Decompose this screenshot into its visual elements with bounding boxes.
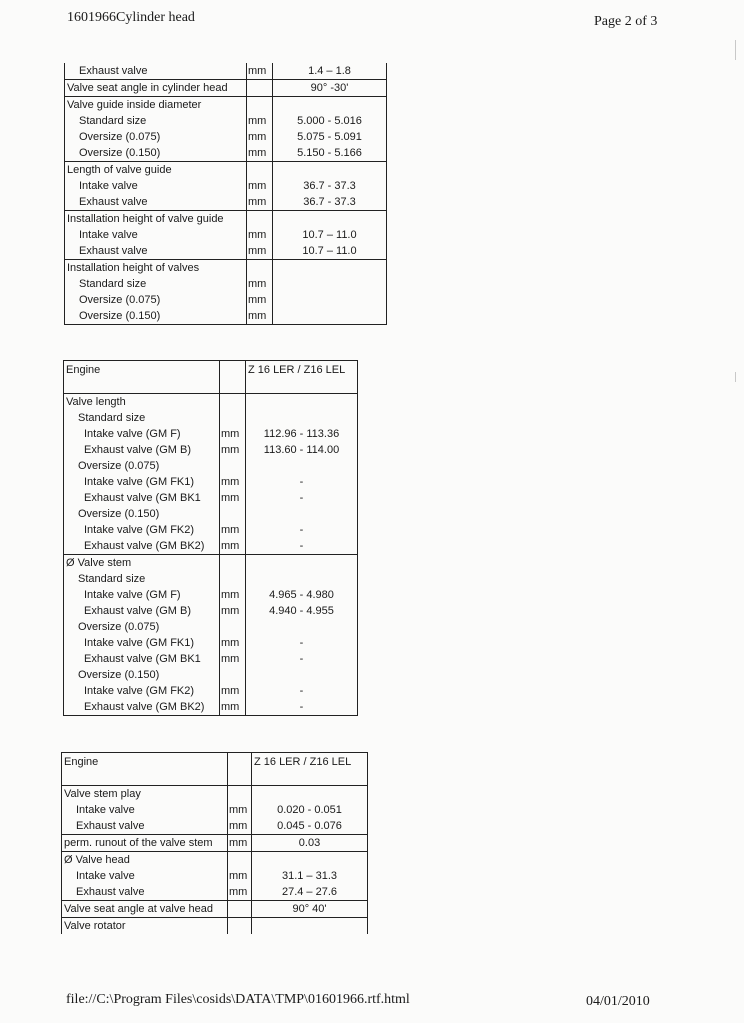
table-row [64, 699, 358, 716]
row-unit: mm [220, 699, 246, 716]
row-unit [228, 786, 252, 803]
row-value: 90° -30' [273, 80, 387, 97]
row-label: Valve length [64, 394, 220, 411]
table-row [64, 538, 358, 555]
row-value: 90° 40' [252, 901, 368, 918]
row-label: Standard size [64, 571, 220, 587]
row-label: Valve rotator [62, 918, 228, 935]
row-label: Exhaust valve (GM BK2) [64, 699, 220, 716]
row-value: 112.96 - 113.36 [246, 426, 358, 442]
row-unit: mm [247, 194, 273, 211]
table-row [62, 818, 368, 835]
engine-row [62, 753, 368, 786]
row-unit: mm [220, 635, 246, 651]
row-value: 4.940 - 4.955 [246, 603, 358, 619]
engine-value: Z 16 LER / Z16 LEL [252, 753, 368, 786]
row-unit: mm [247, 129, 273, 145]
table-row [65, 178, 387, 194]
row-value: - [246, 635, 358, 651]
row-unit: mm [220, 442, 246, 458]
table-row [64, 458, 358, 474]
table-row [65, 243, 387, 260]
row-label: Installation height of valve guide [65, 211, 247, 228]
table-row [65, 145, 387, 162]
scan-edge-mark [735, 40, 736, 60]
table-row [64, 635, 358, 651]
row-unit [220, 667, 246, 683]
row-unit [220, 619, 246, 635]
row-label: Exhaust valve [62, 884, 228, 901]
row-unit: mm [247, 113, 273, 129]
row-value [246, 458, 358, 474]
table-row [64, 667, 358, 683]
table-row [62, 852, 368, 869]
table-row [64, 571, 358, 587]
spec-table-body [64, 361, 358, 716]
row-label: Exhaust valve (GM B) [64, 442, 220, 458]
row-unit [247, 97, 273, 114]
row-label: Ø Valve stem [64, 555, 220, 572]
spec-table-body [65, 63, 387, 325]
row-value: 10.7 – 11.0 [273, 243, 387, 260]
row-value [246, 667, 358, 683]
row-value [246, 571, 358, 587]
row-label: Oversize (0.150) [64, 506, 220, 522]
row-value: 0.03 [252, 835, 368, 852]
table-row [64, 683, 358, 699]
row-unit [220, 458, 246, 474]
table-row [62, 884, 368, 901]
table-row [62, 918, 368, 935]
row-unit: mm [220, 490, 246, 506]
row-label: Intake valve (GM FK1) [64, 635, 220, 651]
spec-table-body [62, 753, 368, 935]
row-value [246, 555, 358, 572]
row-label: Intake valve (GM FK2) [64, 522, 220, 538]
row-value: 31.1 – 31.3 [252, 868, 368, 884]
engine-unit-cell [220, 361, 246, 394]
row-label: Standard size [65, 113, 247, 129]
table-row [65, 211, 387, 228]
row-label: Intake valve (GM F) [64, 587, 220, 603]
row-value: - [246, 490, 358, 506]
row-value [246, 619, 358, 635]
row-unit: mm [220, 651, 246, 667]
spec-table-valve-guides [64, 63, 387, 325]
row-unit: mm [220, 474, 246, 490]
row-value: - [246, 538, 358, 555]
row-unit: mm [228, 868, 252, 884]
row-unit: mm [220, 587, 246, 603]
row-label: perm. runout of the valve stem [62, 835, 228, 852]
row-label: Exhaust valve [62, 818, 228, 835]
engine-value: Z 16 LER / Z16 LEL [246, 361, 358, 394]
row-value: - [246, 699, 358, 716]
row-label: Exhaust valve (GM B) [64, 603, 220, 619]
table-row [65, 194, 387, 211]
row-label: Intake valve [62, 868, 228, 884]
row-unit [220, 410, 246, 426]
row-value: 5.000 - 5.016 [273, 113, 387, 129]
table-row [64, 619, 358, 635]
row-unit: mm [247, 227, 273, 243]
table-row [64, 587, 358, 603]
row-value: 0.020 - 0.051 [252, 802, 368, 818]
row-label: Standard size [65, 276, 247, 292]
row-label: Exhaust valve (GM BK2) [64, 538, 220, 555]
engine-unit-cell [228, 753, 252, 786]
row-unit: mm [228, 818, 252, 835]
row-unit: mm [247, 178, 273, 194]
row-label: Intake valve (GM F) [64, 426, 220, 442]
row-label: Exhaust valve (GM BK1 [64, 651, 220, 667]
row-label: Intake valve [65, 178, 247, 194]
row-label: Exhaust valve [65, 63, 247, 80]
row-label: Standard size [64, 410, 220, 426]
row-value [252, 786, 368, 803]
row-value: 5.075 - 5.091 [273, 129, 387, 145]
table-row [64, 474, 358, 490]
row-value [273, 211, 387, 228]
row-label: Intake valve [62, 802, 228, 818]
row-value: 1.4 – 1.8 [273, 63, 387, 80]
row-unit [228, 901, 252, 918]
row-value [273, 97, 387, 114]
row-label: Exhaust valve (GM BK1 [64, 490, 220, 506]
row-unit [220, 571, 246, 587]
table-row [65, 292, 387, 308]
table-row [65, 308, 387, 325]
row-value [246, 394, 358, 411]
row-label: Intake valve (GM FK1) [64, 474, 220, 490]
row-unit: mm [247, 243, 273, 260]
row-label: Oversize (0.150) [65, 145, 247, 162]
table-row [65, 113, 387, 129]
table-row [64, 410, 358, 426]
row-label: Oversize (0.150) [65, 308, 247, 325]
row-label: Valve stem play [62, 786, 228, 803]
row-label: Intake valve [65, 227, 247, 243]
row-value [273, 292, 387, 308]
table-row [64, 442, 358, 458]
table-row [64, 490, 358, 506]
row-unit: mm [228, 835, 252, 852]
row-label: Oversize (0.075) [64, 458, 220, 474]
table-row [65, 63, 387, 80]
row-label: Length of valve guide [65, 162, 247, 179]
row-unit: mm [220, 522, 246, 538]
row-value: 10.7 – 11.0 [273, 227, 387, 243]
row-label: Valve seat angle in cylinder head [65, 80, 247, 97]
row-unit: mm [220, 683, 246, 699]
table-row [64, 603, 358, 619]
table-row [62, 786, 368, 803]
engine-label: Engine [62, 753, 228, 786]
row-unit [220, 555, 246, 572]
row-value: 36.7 - 37.3 [273, 178, 387, 194]
table-row [62, 868, 368, 884]
row-unit: mm [228, 802, 252, 818]
table-row [65, 227, 387, 243]
table-row [64, 651, 358, 667]
print-date: 04/01/2010 [586, 994, 650, 1009]
table-row [62, 802, 368, 818]
page-number: Page 2 of 3 [594, 14, 658, 29]
row-label: Valve seat angle at valve head [62, 901, 228, 918]
row-value: - [246, 474, 358, 490]
row-unit [247, 162, 273, 179]
row-value: 113.60 - 114.00 [246, 442, 358, 458]
row-label: Oversize (0.075) [65, 129, 247, 145]
row-unit: mm [247, 276, 273, 292]
row-value [252, 918, 368, 935]
row-unit [220, 394, 246, 411]
row-unit: mm [247, 145, 273, 162]
table-row [62, 835, 368, 852]
table-row [65, 129, 387, 145]
row-label: Exhaust valve [65, 194, 247, 211]
row-value [252, 852, 368, 869]
row-value: - [246, 522, 358, 538]
row-value: 0.045 - 0.076 [252, 818, 368, 835]
row-unit: mm [220, 603, 246, 619]
engine-row [64, 361, 358, 394]
table-row [65, 162, 387, 179]
row-unit [247, 260, 273, 277]
row-unit: mm [247, 308, 273, 325]
table-row [64, 522, 358, 538]
row-value [246, 410, 358, 426]
row-label: Installation height of valves [65, 260, 247, 277]
row-unit: mm [220, 538, 246, 555]
table-row [64, 506, 358, 522]
row-value: - [246, 651, 358, 667]
table-row [62, 901, 368, 918]
row-value [273, 276, 387, 292]
row-unit [247, 80, 273, 97]
row-unit [220, 506, 246, 522]
row-unit [228, 852, 252, 869]
row-unit [228, 918, 252, 935]
row-label: Intake valve (GM FK2) [64, 683, 220, 699]
spec-table-valve-length-stem [63, 360, 358, 716]
row-label: Oversize (0.150) [64, 667, 220, 683]
engine-label: Engine [64, 361, 220, 394]
table-row [65, 260, 387, 277]
row-value: 27.4 – 27.6 [252, 884, 368, 901]
table-row [64, 394, 358, 411]
row-value [273, 260, 387, 277]
row-label: Oversize (0.075) [65, 292, 247, 308]
row-unit: mm [247, 63, 273, 80]
row-value [273, 162, 387, 179]
table-row [65, 97, 387, 114]
table-row [64, 426, 358, 442]
row-value [246, 506, 358, 522]
table-row [65, 276, 387, 292]
row-value: 36.7 - 37.3 [273, 194, 387, 211]
scan-edge-mark [735, 372, 736, 382]
row-unit: mm [220, 426, 246, 442]
row-value [273, 308, 387, 325]
row-label: Oversize (0.075) [64, 619, 220, 635]
row-label: Exhaust valve [65, 243, 247, 260]
row-label: Valve guide inside diameter [65, 97, 247, 114]
row-label: Ø Valve head [62, 852, 228, 869]
row-unit [247, 211, 273, 228]
row-unit: mm [228, 884, 252, 901]
spec-table-stem-play-head [61, 752, 368, 934]
row-unit: mm [247, 292, 273, 308]
row-value: 4.965 - 4.980 [246, 587, 358, 603]
table-row [64, 555, 358, 572]
row-value: 5.150 - 5.166 [273, 145, 387, 162]
file-path: file://C:\Program Files\cosids\DATA\TMP\01601966.rtf.html [66, 992, 410, 1007]
document-title: 1601966Cylinder head [67, 10, 195, 25]
row-value: - [246, 683, 358, 699]
table-row [65, 80, 387, 97]
